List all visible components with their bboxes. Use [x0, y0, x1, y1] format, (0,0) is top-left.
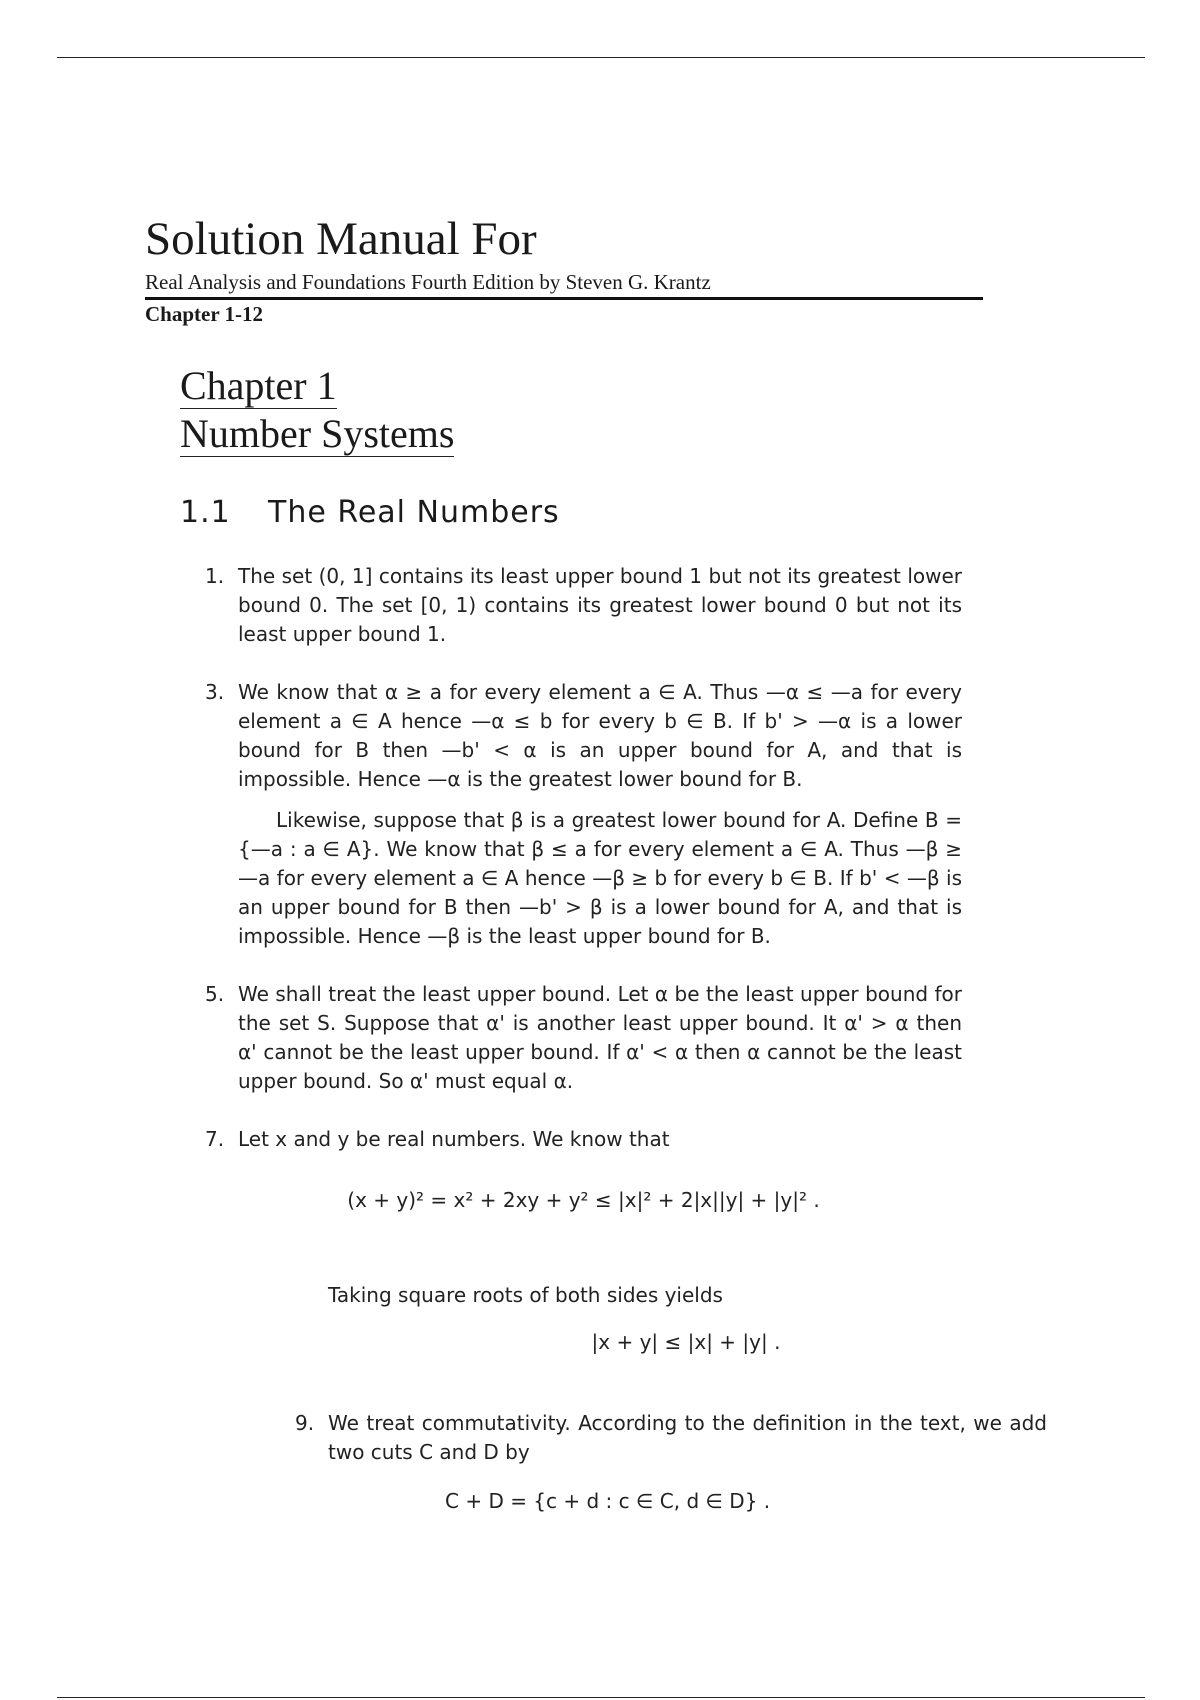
- exercise-number: 9.: [295, 1411, 315, 1435]
- exercise-text: Taking square roots of both sides yields: [328, 1283, 723, 1307]
- exercise-text: Let x and y be real numbers. We know that: [238, 1127, 670, 1151]
- document-subtitle: Real Analysis and Foundations Fourth Edition by Steven G. Krantz: [145, 268, 983, 300]
- exercise-number: 1.: [205, 564, 225, 588]
- chapter-heading: [180, 362, 454, 458]
- exercise-number: 5.: [205, 982, 225, 1006]
- exercise-list: [205, 562, 1047, 1516]
- section-heading: [180, 495, 560, 530]
- exercise-9: [295, 1409, 1047, 1467]
- exercise-paragraph: Likewise, suppose that β is a greatest lower bound for A. Define B = {—a : a ∈ A}. We know that β ≤ a for every element a ∈ A. Thus —β ≥ —a for every element a ∈ A hence —β ≥ b for every b ∈ B. If b' < —β is an upper bound for B then —b' > β is a lower bound for A, and that is impossible. Hence —β is the least upper bound for B.: [238, 808, 962, 948]
- document-title: Solution Manual For: [145, 213, 537, 265]
- section-number: 1.1: [180, 495, 231, 530]
- chapters-range: Chapter 1-12: [145, 302, 264, 326]
- exercise-3: [205, 678, 962, 951]
- equation: (x + y)² = x² + 2xy + y² ≤ |x|² + 2|x||y| + |y|² .: [347, 1188, 820, 1212]
- equation: C + D = {c + d : c ∈ C, d ∈ D} .: [445, 1489, 771, 1513]
- chapter-title: Number Systems: [180, 411, 455, 456]
- exercise-text: The set (0, 1] contains its least upper bound 1 but not its greatest lower bound 0. The set [0, 1) contains its greatest lower bound 0 but not its least upper bound 1.: [238, 564, 962, 646]
- exercise-5: [205, 980, 962, 1096]
- chapter-number: Chapter 1: [180, 363, 337, 408]
- equation: |x + y| ≤ |x| + |y| .: [591, 1330, 781, 1354]
- bottom-rule: [57, 1697, 1145, 1698]
- exercise-text: We shall treat the least upper bound. Let α be the least upper bound for the set S. Suppose that α' is another least upper bound. It α' > α then α' cannot be the least upper bound. If α' < α then α cannot be the least upper bound. So α' must equal α.: [238, 982, 962, 1093]
- exercise-1: [205, 562, 962, 649]
- top-rule: [57, 57, 1145, 58]
- section-title: The Real Numbers: [268, 495, 560, 530]
- exercise-7: [205, 1125, 962, 1154]
- exercise-number: 3.: [205, 680, 225, 704]
- title-block: [145, 212, 983, 327]
- exercise-text: We treat commutativity. According to the definition in the text, we add two cuts C and D by: [328, 1411, 1047, 1464]
- exercise-text: We know that α ≥ a for every element a ∈ A. Thus —α ≤ —a for every element a ∈ A hence —α ≤ b for every b ∈ B. If b' > —α is a lower bound for B then —b' < α is an upper bound for A, and that is impossible. Hence —α is the greatest lower bound for B.: [238, 680, 962, 791]
- exercise-number: 7.: [205, 1127, 225, 1151]
